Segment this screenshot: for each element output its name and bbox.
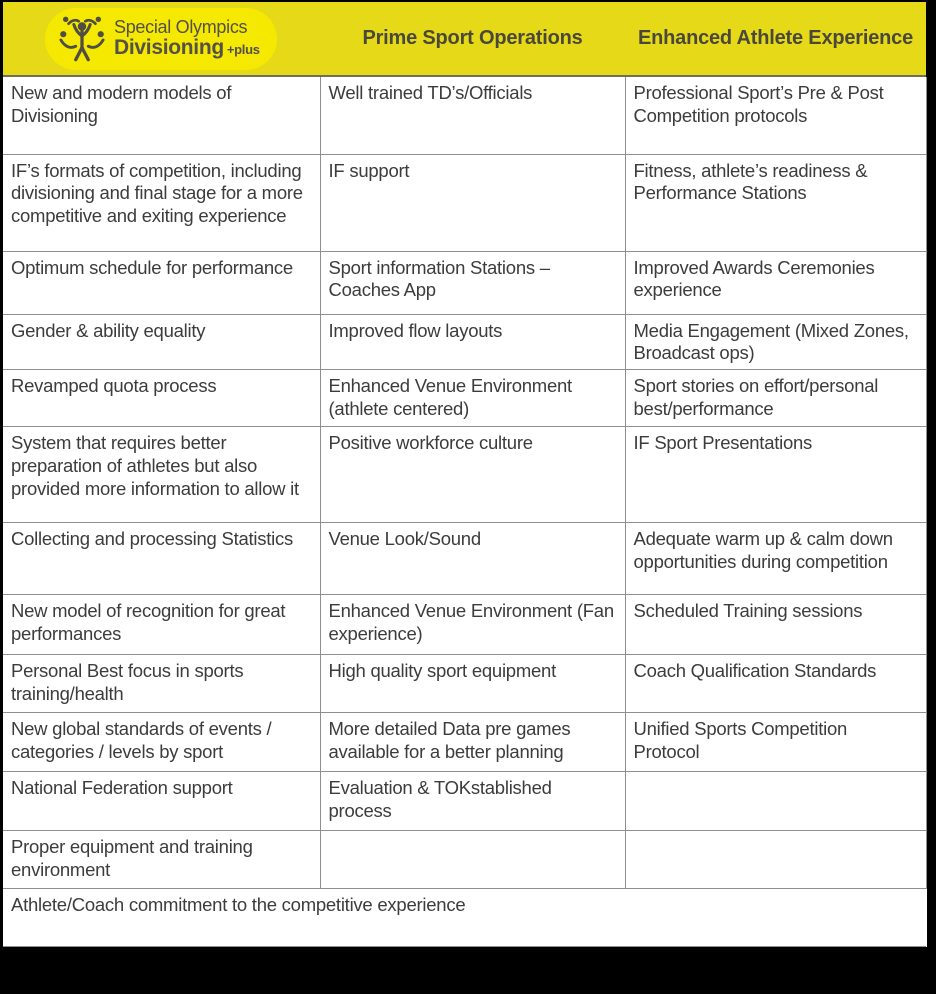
logo-line2: Divisioning +plus	[114, 35, 260, 59]
table-cell: Professional Sport’s Pre & Post Competition protocols	[625, 77, 926, 154]
table-cell: Well trained TD’s/Officials	[320, 77, 625, 154]
slide-content	[3, 2, 926, 947]
table-cell: Improved Awards Ceremonies experience	[625, 251, 926, 314]
table-cell-full-width: Athlete/Coach commitment to the competitive experience	[3, 889, 926, 947]
table-cell: Unified Sports Competition Protocol	[625, 713, 926, 772]
logo-line1: Special Olympics	[114, 17, 248, 38]
table-cell: Adequate warm up & calm down opportunities during competition	[625, 523, 926, 595]
table-cell: Sport stories on effort/personal best/performance	[625, 370, 926, 427]
divisioning-table	[3, 77, 927, 947]
logo-plus-suffix: +plus	[226, 41, 260, 57]
special-olympics-logo-icon	[57, 15, 107, 63]
table-row	[3, 889, 926, 947]
special-olympics-logo	[45, 8, 277, 70]
table-cell: Media Engagement (Mixed Zones, Broadcast ops)	[625, 314, 926, 370]
table-cell: Enhanced Venue Environment (athlete centered)	[320, 370, 625, 427]
table-row	[3, 655, 926, 713]
table-row	[3, 314, 926, 370]
table-cell: Gender & ability equality	[3, 314, 320, 370]
table-cell: System that requires better preparation of athletes but also provided more information to allow it	[3, 427, 320, 523]
table-cell: National Federation support	[3, 772, 320, 831]
table-cell: New global standards of events / categories / levels by sport	[3, 713, 320, 772]
table-cell: IF Sport Presentations	[625, 427, 926, 523]
table-row	[3, 831, 926, 889]
logo-text	[114, 18, 260, 59]
table-cell: Coach Qualification Standards	[625, 655, 926, 713]
table-row	[3, 251, 926, 314]
table-row	[3, 713, 926, 772]
table-row	[3, 523, 926, 595]
table-cell: New and modern models of Divisioning	[3, 77, 320, 154]
table-cell: Collecting and processing Statistics	[3, 523, 320, 595]
table-row	[3, 370, 926, 427]
table-row	[3, 427, 926, 523]
table-cell: More detailed Data pre games available for a better planning	[320, 713, 625, 772]
column-header-enhanced-athlete-experience: Enhanced Athlete Experience	[637, 27, 914, 49]
table-cell: Proper equipment and training environment	[3, 831, 320, 889]
table-header-band	[3, 2, 926, 77]
table-cell	[320, 831, 625, 889]
table-cell: Personal Best focus in sports training/health	[3, 655, 320, 713]
table-cell: Venue Look/Sound	[320, 523, 625, 595]
table-cell: Optimum schedule for performance	[3, 251, 320, 314]
table-cell	[625, 831, 926, 889]
table-cell: IF support	[320, 154, 625, 251]
table-cell: Scheduled Training sessions	[625, 595, 926, 655]
table-cell: Evaluation & TOKstablished process	[320, 772, 625, 831]
table-cell: High quality sport equipment	[320, 655, 625, 713]
table-cell: Positive workforce culture	[320, 427, 625, 523]
table-cell: Fitness, athlete’s readiness & Performance Stations	[625, 154, 926, 251]
table-row	[3, 154, 926, 251]
table-cell: Sport information Stations – Coaches App	[320, 251, 625, 314]
table-cell: Improved flow layouts	[320, 314, 625, 370]
table-cell	[625, 772, 926, 831]
logo-cell	[3, 8, 320, 70]
table-row	[3, 595, 926, 655]
table-row	[3, 77, 926, 154]
column-header-prime-sport-operations: Prime Sport Operations	[362, 27, 583, 49]
table-cell: New model of recognition for great performances	[3, 595, 320, 655]
table-cell: Revamped quota process	[3, 370, 320, 427]
table-row	[3, 772, 926, 831]
table-cell: Enhanced Venue Environment (Fan experience)	[320, 595, 625, 655]
table-cell: IF’s formats of competition, including divisioning and final stage for a more competitive and exiting experience	[3, 154, 320, 251]
